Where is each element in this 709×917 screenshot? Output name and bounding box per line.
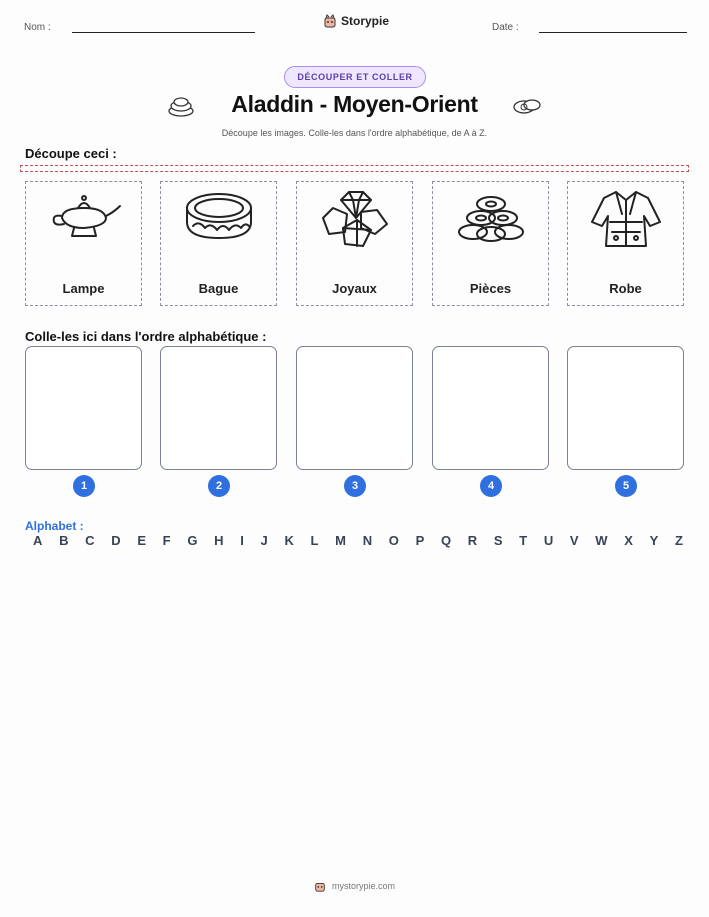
alphabet-letter: P <box>415 533 425 548</box>
cut-heading: Découpe ceci : <box>25 146 117 161</box>
paste-slot-2[interactable] <box>160 346 277 470</box>
paste-heading: Colle-les ici dans l'ordre alphabétique : <box>25 329 267 344</box>
cut-card-bague[interactable] <box>160 181 277 306</box>
alphabet-letter: C <box>85 533 95 548</box>
alphabet-letter: S <box>493 533 503 548</box>
alphabet-letter: V <box>569 533 579 548</box>
card-label: Lampe <box>62 281 105 296</box>
slot-number: 1 <box>73 475 95 497</box>
alphabet-letter: K <box>284 533 294 548</box>
cut-card-lampe[interactable] <box>25 181 142 306</box>
name-label: Nom : <box>24 22 51 33</box>
ring-icon <box>179 188 259 248</box>
alphabet-letter: Q <box>440 533 452 548</box>
brand-name: Storypie <box>341 14 390 28</box>
card-label: Pièces <box>469 281 512 296</box>
alphabet-letter: D <box>111 533 121 548</box>
robe-icon <box>586 188 666 250</box>
alphabet-letter: F <box>162 533 171 548</box>
alphabet-letter: I <box>240 533 244 548</box>
alphabet-letter: N <box>362 533 373 548</box>
brand-logo <box>323 14 389 28</box>
storypie-mascot-icon <box>323 14 337 28</box>
jewels-icon <box>315 188 395 250</box>
alphabet-letter: W <box>595 533 608 548</box>
footer-site: mystorypie.com <box>331 881 395 891</box>
alphabet-letter: M <box>335 533 346 548</box>
paste-slot-1[interactable] <box>25 346 142 470</box>
slot-number: 5 <box>615 475 637 497</box>
name-field[interactable] <box>72 32 255 33</box>
alphabet-letter: Z <box>674 533 683 548</box>
alphabet-letter: R <box>467 533 478 548</box>
alphabet-letter: H <box>214 533 224 548</box>
alphabet-row <box>33 533 683 548</box>
alphabet-letter: T <box>519 533 528 548</box>
card-label: Robe <box>609 281 642 296</box>
slot-number: 3 <box>344 475 366 497</box>
date-field[interactable] <box>539 32 687 33</box>
paste-slot-5[interactable] <box>567 346 684 470</box>
alphabet-letter: Y <box>649 533 659 548</box>
alphabet-letter: A <box>33 533 43 548</box>
activity-badge: DÉCOUPER ET COLLER <box>284 66 426 88</box>
instructions: Découpe les images. Colle-les dans l'ordre alphabétique, de A à Z. <box>221 128 488 138</box>
cut-line <box>20 165 689 172</box>
alphabet-letter: L <box>310 533 319 548</box>
paste-slot-4[interactable] <box>432 346 549 470</box>
cut-card-pieces[interactable] <box>432 181 549 306</box>
alphabet-letter: E <box>137 533 146 548</box>
card-label: Bague <box>198 281 239 296</box>
alphabet-letter: G <box>187 533 198 548</box>
slot-number: 2 <box>208 475 230 497</box>
alphabet-letter: J <box>260 533 268 548</box>
page-title: Aladdin - Moyen-Orient <box>231 91 478 117</box>
coins-icon <box>451 188 531 248</box>
slot-number: 4 <box>480 475 502 497</box>
storypie-mascot-icon <box>314 880 326 892</box>
date-label: Date : <box>492 22 519 33</box>
alphabet-title: Alphabet : <box>25 519 84 533</box>
paste-slot-3[interactable] <box>296 346 413 470</box>
footer <box>0 880 709 892</box>
coins-icon <box>512 95 542 117</box>
cut-card-robe[interactable] <box>567 181 684 306</box>
card-label: Joyaux <box>332 281 377 296</box>
alphabet-letter: U <box>543 533 554 548</box>
alphabet-letter: O <box>388 533 399 548</box>
alphabet-letter: X <box>624 533 633 548</box>
alphabet-letter: B <box>59 533 69 548</box>
cut-card-joyaux[interactable] <box>296 181 413 306</box>
lamp-icon <box>44 188 124 248</box>
